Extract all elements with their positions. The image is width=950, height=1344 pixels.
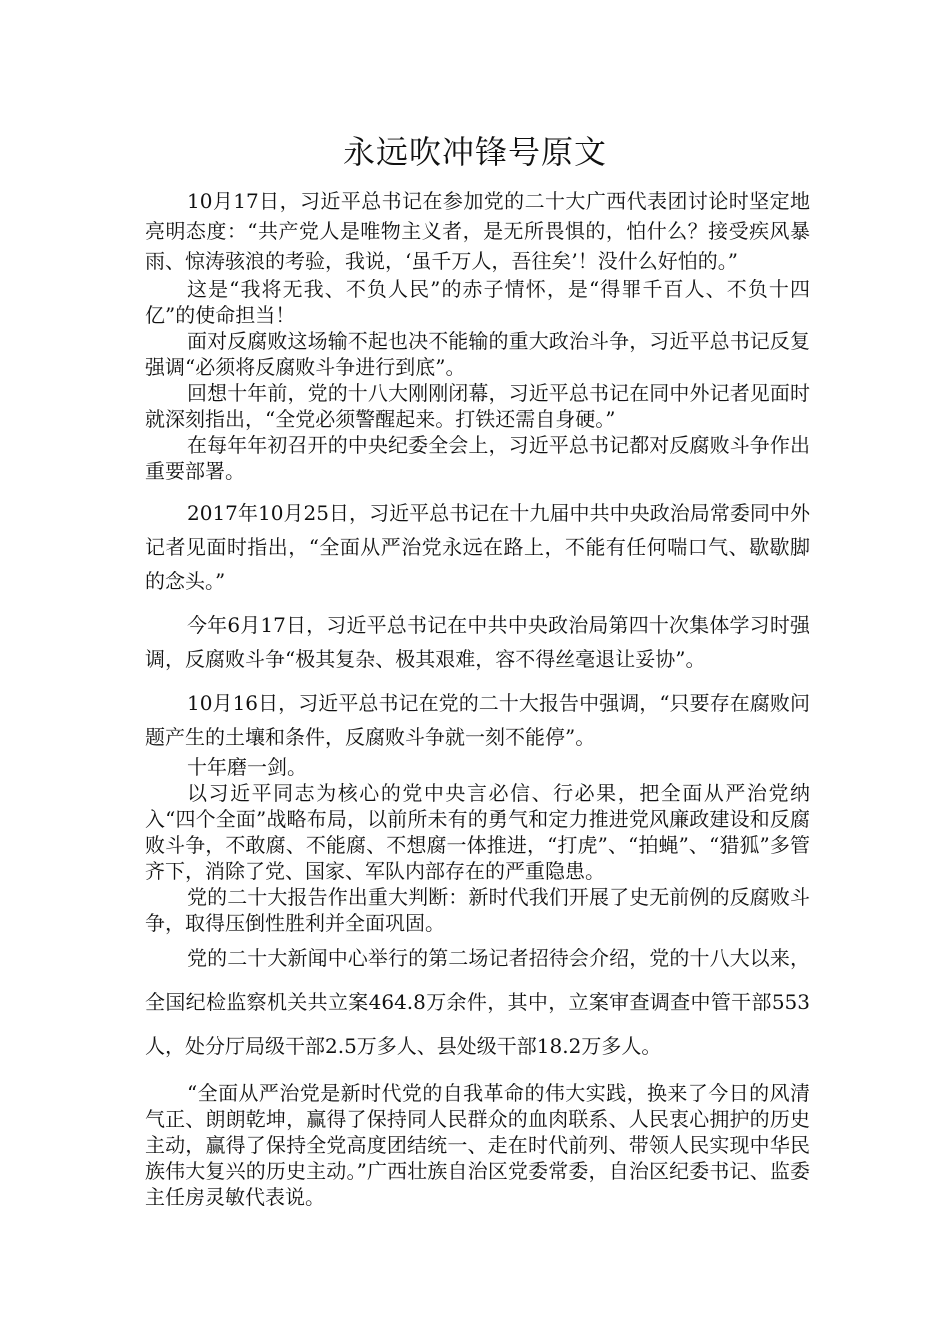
document-body [145, 186, 810, 1210]
paragraph-1: 10月17日，习近平总书记在参加党的二十大广西代表团讨论时坚定地亮明态度：“共产党人是唯物主义者，是无所畏惧的，怕什么？接受疾风暴雨、惊涛骇浪的考验，我说，‘虽千万人，吾往矣’！没什么好怕的。” [145, 189, 810, 273]
paragraph-5: 在每年年初召开的中央纪委全会上，习近平总书记都对反腐败斗争作出重要部署。 [145, 433, 810, 483]
paragraph-11: 党的二十大报告作出重大判断：新时代我们开展了史无前例的反腐败斗争，取得压倒性胜利并全面巩固。 [145, 885, 810, 935]
paragraph-13: “全面从严治党是新时代党的自我革命的伟大实践，换来了今日的风清气正、朗朗乾坤，赢得了保持同人民群众的血肉联系、人民衷心拥护的历史主动，赢得了保持全党高度团结统一、走在时代前列、带领人民实现中华民族伟大复兴的历史主动。”广西壮族自治区党委常委，自治区纪委书记、监委主任房灵敏代表说。 [145, 1081, 810, 1209]
paragraph-2: 这是“我将无我、不负人民”的赤子情怀，是“得罪千百人、不负十四亿”的使命担当！ [145, 277, 810, 327]
paragraph-9: 十年磨一剑。 [187, 755, 307, 779]
paragraph-3: 面对反腐败这场输不起也决不能输的重大政治斗争，习近平总书记反复强调“必须将反腐败斗争进行到底”。 [145, 329, 810, 379]
paragraph-12: 党的二十大新闻中心举行的第二场记者招待会介绍，党的十八大以来，全国纪检监察机关共立案464.8万余件，其中，立案审查调查中管干部553人，处分厅局级干部2.5万多人、县处级干部18.2万多人。 [145, 946, 810, 1058]
paragraph-4: 回想十年前，党的十八大刚刚闭幕，习近平总书记在同中外记者见面时就深刻指出，“全党必须警醒起来。打铁还需自身硬。” [145, 381, 810, 431]
paragraph-10: 以习近平同志为核心的党中央言必信、行必果，把全面从严治党纳入“四个全面”战略布局，以前所未有的勇气和定力推进党风廉政建设和反腐败斗争，不敢腐、不能腐、不想腐一体推进，“打虎”、“拍蝇”、“猎狐”多管齐下，消除了党、国家、军队内部存在的严重隐患。 [145, 781, 810, 883]
paragraph-8: 10月16日，习近平总书记在党的二十大报告中强调，“只要存在腐败问题产生的土壤和条件，反腐败斗争就一刻不能停”。 [145, 691, 810, 749]
paragraph-6: 2017年10月25日，习近平总书记在十九届中共中央政治局常委同中外记者见面时指出，“全面从严治党永远在路上，不能有任何喘口气、歇歇脚的念头。” [145, 501, 810, 593]
paragraph-7: 今年6月17日，习近平总书记在中共中央政治局第四十次集体学习时强调，反腐败斗争“极其复杂、极其艰难，容不得丝毫退让妥协”。 [145, 613, 810, 671]
document-title: 永远吹冲锋号原文 [342, 133, 607, 171]
